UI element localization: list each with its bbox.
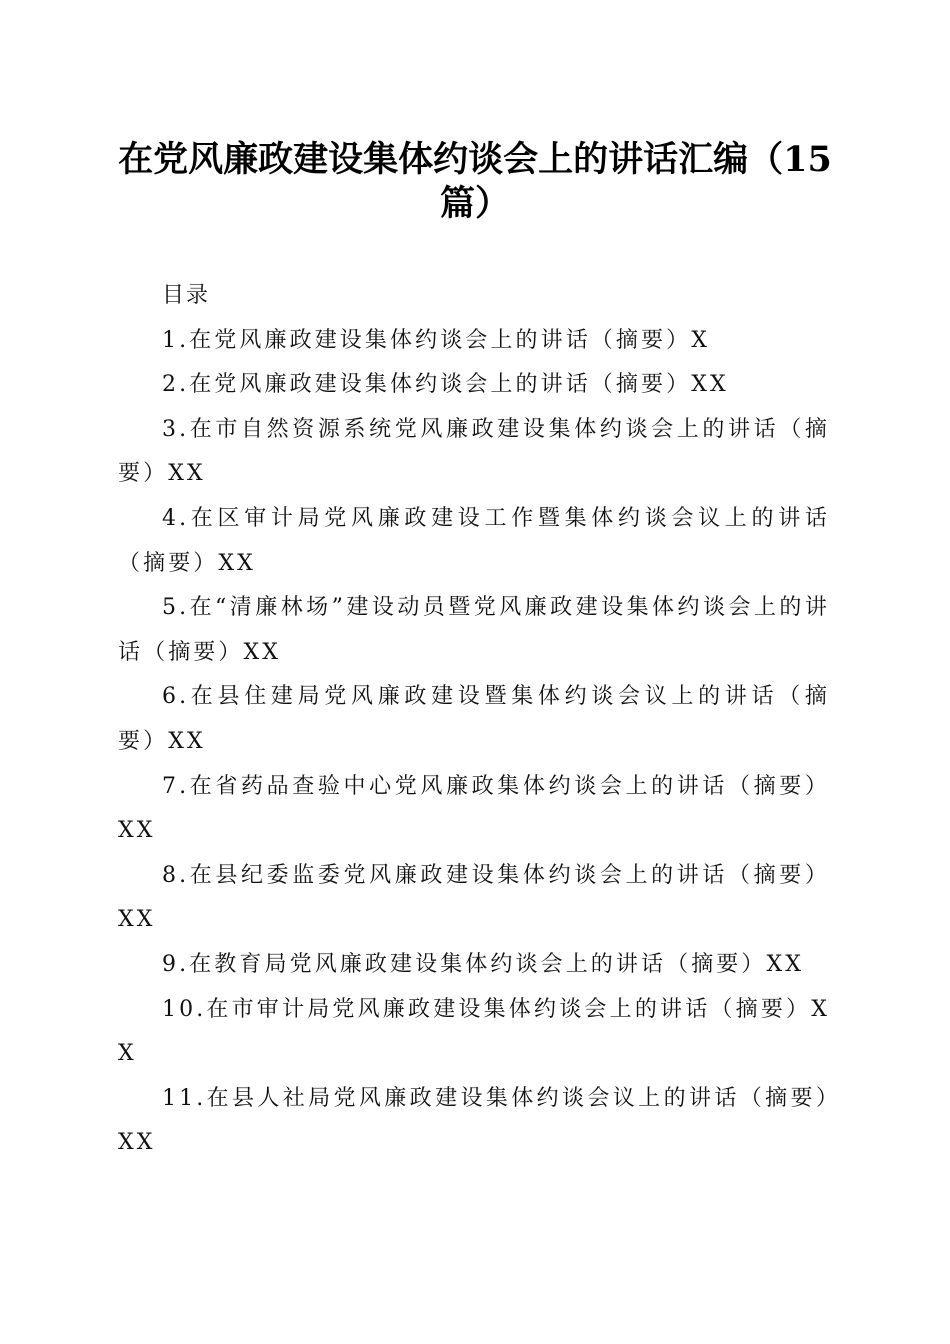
toc-item: 2.在党风廉政建设集体约谈会上的讲话（摘要）XX — [162, 372, 729, 398]
toc-item: 4.在区审计局党风廉政建设工作暨集体约谈会议上的讲话（摘要）XX — [118, 505, 830, 576]
toc-heading: 目录 — [162, 283, 211, 308]
toc-item: 1.在党风廉政建设集体约谈会上的讲话（摘要）X — [162, 327, 710, 353]
toc-item: 10.在市审计局党风廉政建设集体约谈会上的讲话（摘要）XX — [118, 996, 830, 1067]
toc-item: 11.在县人社局党风廉政建设集体约谈会议上的讲话（摘要）XX — [118, 1085, 830, 1156]
toc-item: 9.在教育局党风廉政建设集体约谈会上的讲话（摘要）XX — [162, 951, 805, 977]
toc-item: 8.在县纪委监委党风廉政建设集体约谈会上的讲话（摘要）XX — [118, 862, 830, 933]
toc-item: 6.在县住建局党风廉政建设暨集体约谈会议上的讲话（摘要）XX — [118, 684, 830, 754]
toc-item: 7.在省药品查验中心党风廉政集体约谈会上的讲话（摘要）XX — [118, 773, 830, 844]
toc-item: 3.在市自然资源系统党风廉政建设集体约谈会上的讲话（摘要）XX — [118, 416, 830, 487]
toc-item: 5.在“清廉林场”建设动员暨党风廉政建设集体约谈会上的讲话（摘要）XX — [118, 595, 830, 665]
document-title: 在党风廉政建设集体约谈会上的讲话汇编（15篇） — [118, 139, 832, 224]
table-of-contents — [118, 274, 830, 1166]
